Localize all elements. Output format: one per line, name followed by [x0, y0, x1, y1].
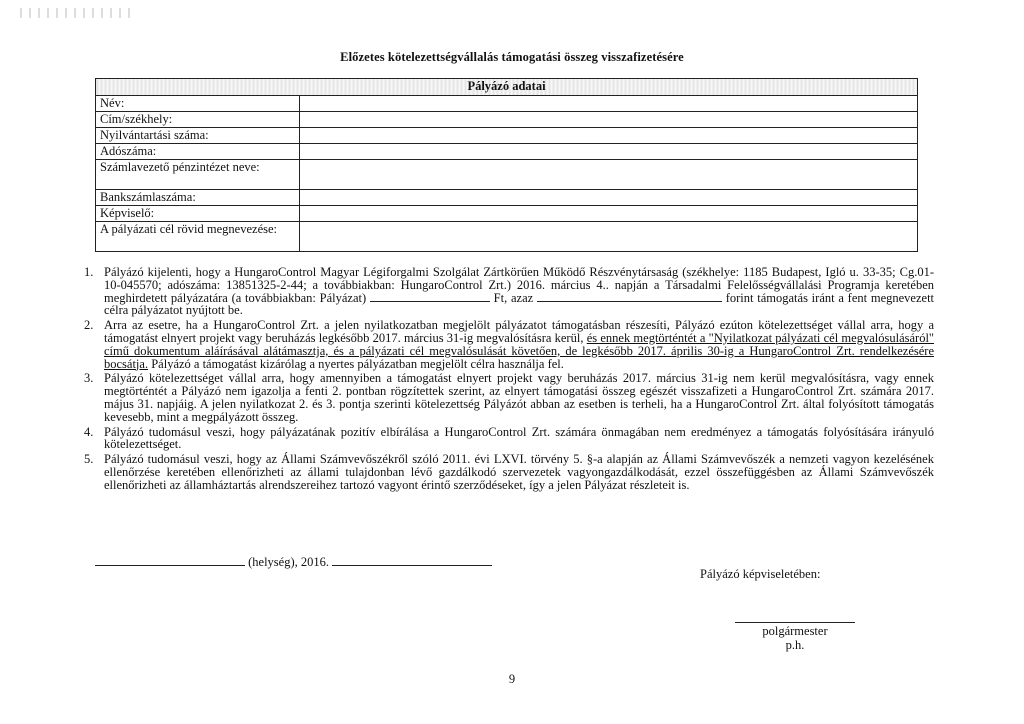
- field-row-name: [96, 96, 918, 112]
- item-text-b: Pályázó a támogatást kizárólag a nyertes pályázatban megjelölt célra használja fel.: [151, 356, 564, 371]
- signer-abbrev: p.h.: [785, 638, 805, 652]
- item-number: 2.: [84, 318, 94, 333]
- applicant-data-table: [95, 78, 918, 252]
- item-text-underlined: és ennek megtörténtét a "Nyilatkozat pályázati cél megvalósulásáról" című dokumentum aláírásával alátámasztja, és a pályázati cél megvalósulását követően, de legkésőbb 2017. április 30-ig a HungaroControl Zrt. rendelkezésére bocsátja.: [104, 330, 935, 371]
- place-blank[interactable]: [95, 565, 245, 566]
- list-item: [84, 266, 934, 317]
- field-value-registration[interactable]: [300, 128, 918, 144]
- date-blank[interactable]: [332, 565, 492, 566]
- field-row-tax-number: [96, 144, 918, 160]
- document-title: Előzetes kötelezettségvállalás támogatási összeg visszafizetésére: [340, 50, 684, 64]
- field-row-representative: [96, 206, 918, 222]
- field-row-registration: [96, 128, 918, 144]
- item-text: Pályázó tudomásul veszi, hogy az Állami Számvevőszékről szóló 2011. évi LXVI. törvény 5. §-a alapján az Állami Számvevőszék a nemzeti vagyon kezelésének ellenőrzése keretében ellenőrizheti az állami tulajdonban lévő gazdálkodó szervezetek vagyongazdálkodását, ezzel összefüggésben az Állami Számvevőszék ellenőrizheti az államháztartás alrendszereihez tartozó vagyont érintő szerződéseket, így a jelen Pályázat részleteit is.: [104, 452, 934, 492]
- field-label-bank-account: Bankszámlaszáma:: [96, 190, 300, 206]
- list-item: [84, 426, 934, 452]
- amount-blank[interactable]: [370, 301, 490, 302]
- item-number: 5.: [84, 452, 94, 467]
- field-label-representative: Képviselő:: [96, 206, 300, 222]
- field-row-bank-name: [96, 160, 918, 190]
- list-item: [84, 372, 934, 423]
- field-value-representative[interactable]: [300, 206, 918, 222]
- item-text: [104, 319, 934, 370]
- field-value-name[interactable]: [300, 96, 918, 112]
- table-header: Pályázó adatai: [96, 79, 918, 96]
- signature-line[interactable]: [735, 622, 855, 623]
- item-number: 4.: [84, 424, 94, 439]
- field-label-purpose: A pályázati cél rövid megnevezése:: [96, 222, 300, 252]
- field-value-bank-account[interactable]: [300, 190, 918, 206]
- field-value-bank-name[interactable]: [300, 160, 918, 190]
- item-text-a: Pályázó kijelenti, hogy a HungaroControl Magyar Légiforgalmi Szolgálat Zártkörűen Működő Részvénytársaság (székhelye: 1185 Budapest, Igló u. 33-35; Cg.01-10-045570; adószáma: 13851325-2-44; a továbbiakban: HungaroControl Zrt.) 2016. március 4.. napján a Társadalmi Felelősségvállalási Programja keretében meghirdetett pályázatára (a továbbiakban: Pályázat): [104, 265, 934, 305]
- field-label-name: Név:: [96, 96, 300, 112]
- place-date-line: [95, 555, 492, 570]
- signer-title: polgármester: [762, 624, 828, 638]
- field-label-bank-name: Számlavezető pénzintézet neve:: [96, 160, 300, 190]
- item-text-b: Ft, azaz: [493, 290, 534, 305]
- field-label-address: Cím/székhely:: [96, 112, 300, 128]
- item-text: [104, 266, 934, 317]
- scan-artifact: [20, 8, 130, 18]
- field-value-address[interactable]: [300, 112, 918, 128]
- field-value-purpose[interactable]: [300, 222, 918, 252]
- field-label-tax-number: Adószáma:: [96, 144, 300, 160]
- list-item: [84, 453, 934, 491]
- amount-in-words-blank[interactable]: [537, 301, 722, 302]
- signer-block: [735, 624, 855, 652]
- signature-label: Pályázó képviseletében:: [700, 567, 821, 581]
- field-value-tax-number[interactable]: [300, 144, 918, 160]
- field-label-registration: Nyilvántartási száma:: [96, 128, 300, 144]
- page-number: 9: [508, 672, 516, 686]
- item-text: Pályázó tudomásul veszi, hogy pályázatának pozitív elbírálása a HungaroControl Zrt. számára önmagában nem eredményez a támogatás folyósítására irányuló kötelezettséget.: [104, 424, 934, 452]
- place-date-text: (helység), 2016.: [248, 555, 330, 569]
- list-item: [84, 319, 934, 370]
- item-text-a: Arra az esetre, ha a HungaroControl Zrt. a jelen nyilatkozatban megjelölt pályázatot támogatásban részesíti, Pályázó ezúton kötelezettséget vállal arra, hogy a támogatást elnyert projekt vagy beruházás legkésőbb 2017. március 31-ig megvalósításra kerül,: [104, 318, 934, 345]
- field-row-address: [96, 112, 918, 128]
- item-number: 1.: [84, 265, 94, 279]
- item-number: 3.: [84, 371, 94, 386]
- item-text: Pályázó kötelezettséget vállal arra, hogy amennyiben a támogatást elnyert projekt vagy beruházás 2017. március 31-ig nem kerül megvalósításra, vagy ennek megtörténtét a Pályázó nem igazolja a fenti 2. pontban rögzítettek szerint, az elnyert támogatási összeg egészét visszafizeti a HungaroControl Zrt. számára 2017. május 31. napjáig. A jelen nyilatkozat 2. és 3. pontja szerinti kötelezettség Pályázót abban az esetben is terheli, ha a HungaroControl Zrt. által folyósított támogatás kevesebb, mint a megpályázott összeg.: [104, 371, 934, 424]
- item-text-c: forint támogatás iránt a fent megnevezett célra pályázatot nyújtott be.: [104, 290, 935, 318]
- declaration-list: [84, 266, 934, 494]
- field-row-bank-account: [96, 190, 918, 206]
- field-row-purpose: [96, 222, 918, 252]
- table-header-row: [96, 79, 918, 96]
